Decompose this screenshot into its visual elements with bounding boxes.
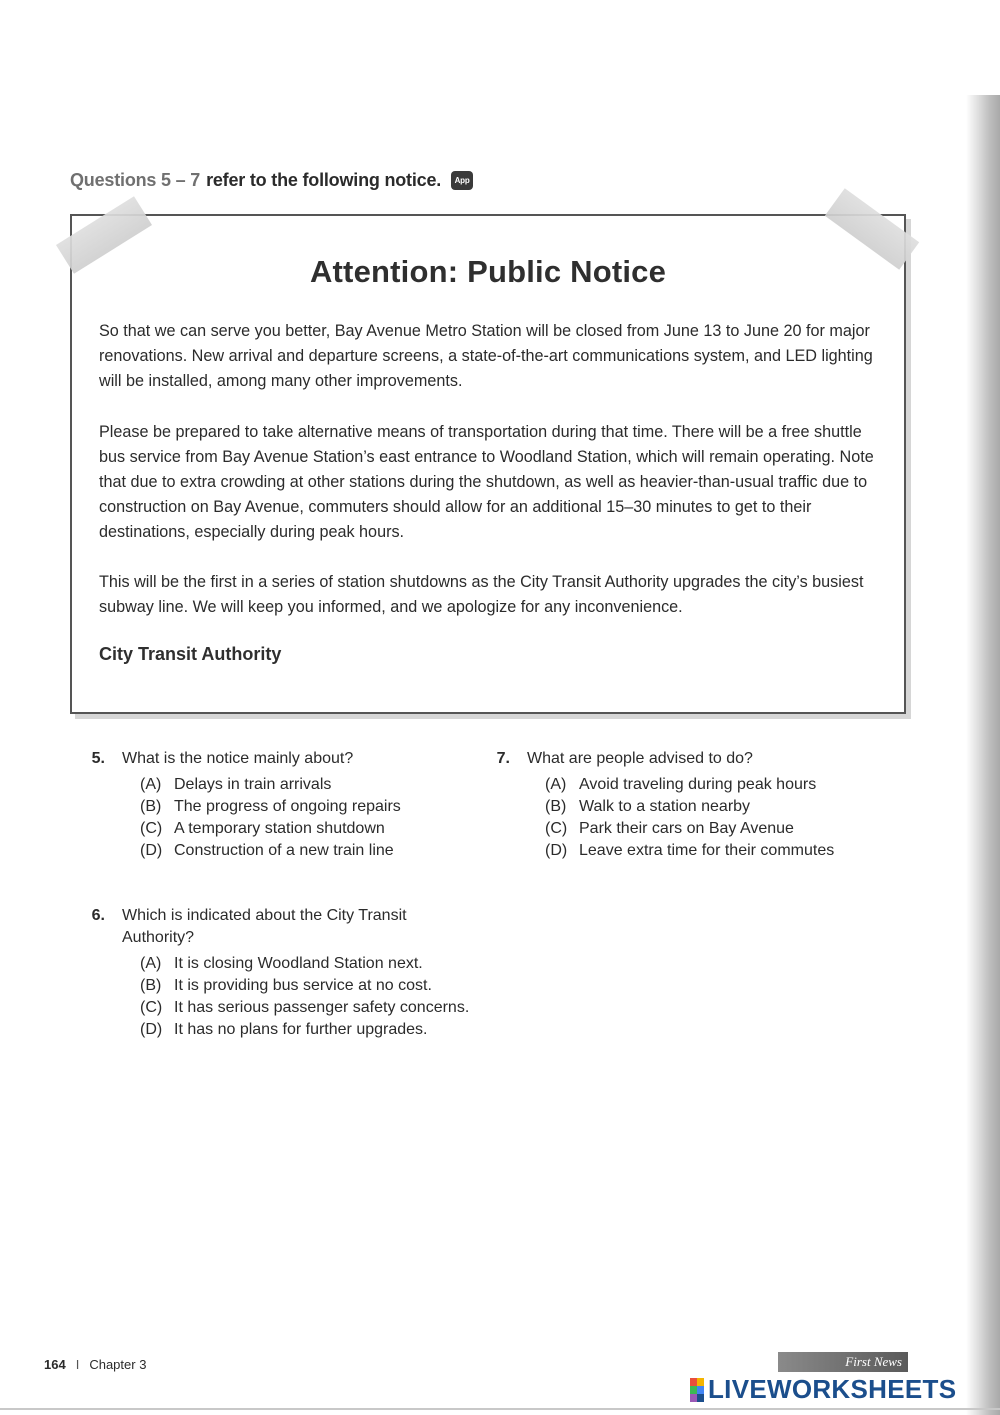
question-number: 5. [91,750,105,767]
question-text: What are people advised to do? [527,750,753,767]
question-6 [72,905,469,1041]
notice-title: Attention: Public Notice [309,254,667,289]
notice-paragraph: So that we can serve you better, Bay Avenue Metro Station will be closed from June 13 to June 20 for major renovations. New arrival and departure screens, a state-of-the-art communications system, and LED lighting will be installed, among many other improvements. [99,322,873,390]
option-letter: (D) [140,1021,163,1038]
public-notice-box [70,214,906,714]
answer-option[interactable] [140,997,469,1019]
notice-signature: City Transit Authority [99,644,282,664]
option-letter: (B) [545,798,567,815]
notice-paragraph: This will be the first in a series of station shutdowns as the City Transit Authority upgrades the city’s busiest subway line. We will keep you informed, and we apologize for any inconvenience. [99,573,864,616]
option-text: It is closing Woodland Station next. [174,955,423,972]
answer-option[interactable] [545,818,847,840]
answer-option[interactable] [140,840,442,862]
option-text: It is providing bus service at no cost. [174,977,432,994]
question-7 [477,748,847,862]
option-text: It has no plans for further upgrades. [174,1021,428,1038]
answer-options [477,774,847,862]
liveworksheets-text: LIVEWORKSHEETS [708,1374,957,1404]
question-text: What is the notice mainly about? [122,750,354,767]
first-news-text: First News [845,1354,902,1369]
option-letter: (A) [140,955,162,972]
answer-option[interactable] [545,840,847,862]
option-text: A temporary station shutdown [174,820,385,837]
option-text: Avoid traveling during peak hours [579,776,817,793]
answer-option[interactable] [140,818,442,840]
answer-option[interactable] [545,796,847,818]
option-text: Delays in train arrivals [174,776,332,793]
liveworksheets-icon [690,1378,704,1402]
option-text: Park their cars on Bay Avenue [579,820,794,837]
option-text: The progress of ongoing repairs [174,798,401,815]
intro-text: refer to the following notice. [206,170,442,190]
answer-options [72,953,469,1041]
chapter-label: Chapter 3 [89,1357,147,1372]
page-number: 164 [44,1357,66,1372]
answer-option[interactable] [140,796,442,818]
option-letter: (C) [545,820,568,837]
question-number: 7. [496,750,510,767]
questions-intro [70,170,473,191]
question-range: Questions 5 – 7 [70,170,201,190]
first-news-logo [778,1352,908,1372]
question-5 [72,748,442,862]
answer-options [72,774,442,862]
option-letter: (D) [140,842,163,859]
answer-option[interactable] [545,774,847,796]
question-number: 6. [91,907,105,924]
app-icon[interactable]: App [451,171,473,190]
option-text: Walk to a station nearby [579,798,751,815]
answer-option[interactable] [140,953,469,975]
option-letter: (C) [140,820,163,837]
answer-option[interactable] [140,975,469,997]
option-letter: (A) [140,776,162,793]
option-text: Construction of a new train line [174,842,394,859]
footer-separator: I [75,1357,80,1372]
scan-bottom-line [0,1408,1000,1410]
page-footer [44,1357,146,1372]
question-text: Which is indicated about the City Transit Authority? [122,907,407,946]
option-letter: (A) [545,776,567,793]
option-text: Leave extra time for their commutes [579,842,835,859]
option-letter: (B) [140,977,162,994]
scan-page-edge-shadow [966,95,1000,1415]
option-text: It has serious passenger safety concerns. [174,999,470,1016]
notice-paragraph: Please be prepared to take alternative means of transportation during that time. There will be a free shuttle bus service from Bay Avenue Station’s east entrance to Woodland Station, which will remain operating. Note that due to extra crowding at other stations during the shutdown, as well as heavier-than-usual traffic due to construction on Bay Avenue, commuters should allow for an additional 15–30 minutes to get to their destinations, especially during peak hours. [99,423,874,541]
liveworksheets-logo[interactable] [690,1374,956,1405]
option-letter: (C) [140,999,163,1016]
answer-option[interactable] [140,774,442,796]
option-letter: (D) [545,842,568,859]
option-letter: (B) [140,798,162,815]
answer-option[interactable] [140,1019,469,1041]
